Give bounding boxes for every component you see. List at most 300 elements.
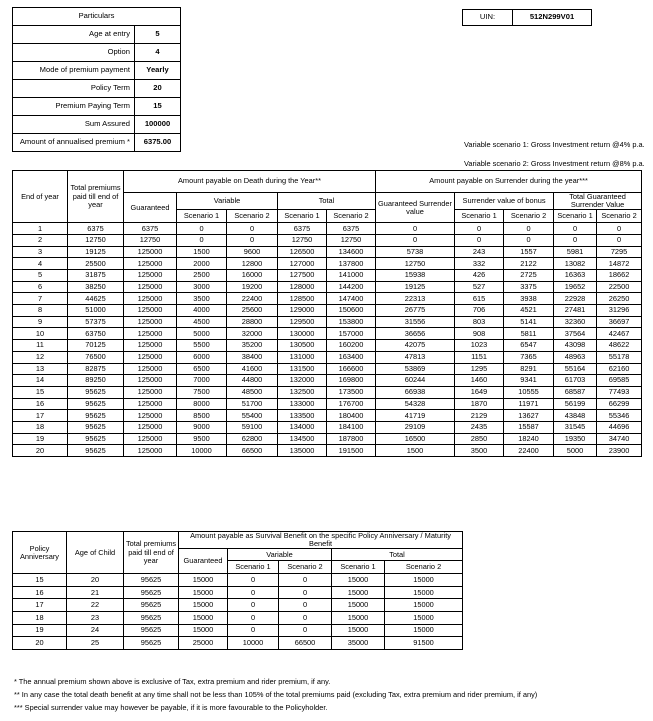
table-cell: 0 xyxy=(504,234,554,246)
table-cell: 55178 xyxy=(597,351,642,363)
table-cell: 0 xyxy=(228,599,279,612)
particulars-value: 5 xyxy=(135,26,181,44)
table-cell: 95625 xyxy=(124,586,179,599)
table-cell: 18662 xyxy=(597,270,642,282)
table-cell: 3500 xyxy=(177,293,227,305)
col-total-premiums: Total premiums paid till end of year xyxy=(124,532,179,574)
table-cell: 332 xyxy=(455,258,504,270)
table-row xyxy=(13,281,642,293)
table-row xyxy=(13,624,463,637)
table-row xyxy=(13,223,642,235)
col-death-variable: Variable xyxy=(177,193,278,210)
table-cell: 6375 xyxy=(124,223,177,235)
particulars-label: Sum Assured xyxy=(13,116,135,134)
table-cell: 0 xyxy=(227,223,278,235)
table-cell: 7295 xyxy=(597,246,642,258)
table-cell: 2850 xyxy=(455,433,504,445)
table-row xyxy=(13,421,642,433)
table-cell: 0 xyxy=(376,223,455,235)
table-cell: 47813 xyxy=(376,351,455,363)
table-cell: 12800 xyxy=(227,258,278,270)
table-cell: 125000 xyxy=(124,258,177,270)
scenario-2-note: Variable scenario 2: Gross Investment return @8% p.a. xyxy=(464,159,645,168)
particulars-value: 6375.00 xyxy=(135,134,181,152)
table-cell: 41719 xyxy=(376,410,455,422)
table-cell: 8000 xyxy=(177,398,227,410)
table-row xyxy=(13,637,463,650)
table-cell: 42467 xyxy=(597,328,642,340)
table-cell: 176700 xyxy=(327,398,376,410)
table-cell: 57375 xyxy=(68,316,124,328)
col-scenario-1: Scenario 1 xyxy=(455,210,504,223)
table-cell: 9000 xyxy=(177,421,227,433)
table-cell: 44800 xyxy=(227,375,278,387)
table-row xyxy=(13,234,642,246)
table-cell: 36656 xyxy=(376,328,455,340)
col-scenario-2: Scenario 2 xyxy=(227,210,278,223)
table-cell: 66299 xyxy=(597,398,642,410)
particulars-row xyxy=(13,44,181,62)
table-cell: 22400 xyxy=(227,293,278,305)
table-cell: 15000 xyxy=(385,599,463,612)
col-policy-anniversary: Policy Anniversary xyxy=(13,532,67,574)
table-row xyxy=(13,375,642,387)
table-cell: 17 xyxy=(13,599,67,612)
table-cell: 131500 xyxy=(278,363,327,375)
table-cell: 51000 xyxy=(68,305,124,317)
table-cell: 134600 xyxy=(327,246,376,258)
col-death-total: Total xyxy=(278,193,376,210)
table-cell: 2000 xyxy=(177,258,227,270)
col-scenario-1: Scenario 1 xyxy=(177,210,227,223)
table-cell: 163400 xyxy=(327,351,376,363)
death-benefit-group: Amount payable on Death during the Year** xyxy=(124,171,376,193)
table-cell: 141000 xyxy=(327,270,376,282)
table-cell: 15000 xyxy=(332,612,385,625)
table-cell: 4500 xyxy=(177,316,227,328)
table-cell: 17 xyxy=(13,410,68,422)
table-cell: 0 xyxy=(279,624,332,637)
table-cell: 35200 xyxy=(227,340,278,352)
table-cell: 2435 xyxy=(455,421,504,433)
table-cell: 66500 xyxy=(227,445,278,457)
table-row xyxy=(13,363,642,375)
col-scenario-2: Scenario 2 xyxy=(597,210,642,223)
table-cell: 127500 xyxy=(278,270,327,282)
table-cell: 125000 xyxy=(124,246,177,258)
table-cell: 8291 xyxy=(504,363,554,375)
table-cell: 125000 xyxy=(124,270,177,282)
table-cell: 32360 xyxy=(554,316,597,328)
table-cell: 132500 xyxy=(278,386,327,398)
table-cell: 89250 xyxy=(68,375,124,387)
table-cell: 10 xyxy=(13,328,68,340)
table-cell: 132000 xyxy=(278,375,327,387)
table-row xyxy=(13,340,642,352)
table-row xyxy=(13,586,463,599)
table-cell: 95625 xyxy=(68,386,124,398)
table-cell: 0 xyxy=(597,234,642,246)
table-cell: 43098 xyxy=(554,340,597,352)
col-age-of-child: Age of Child xyxy=(67,532,124,574)
table-cell: 15000 xyxy=(332,624,385,637)
table-cell: 53869 xyxy=(376,363,455,375)
col-scenario-2: Scenario 2 xyxy=(279,561,332,574)
table-cell: 0 xyxy=(177,223,227,235)
particulars-header: Particulars xyxy=(13,8,181,26)
col-end-of-year: End of year xyxy=(13,171,68,223)
particulars-label: Option xyxy=(13,44,135,62)
particulars-label: Mode of premium payment xyxy=(13,62,135,80)
table-row xyxy=(13,316,642,328)
table-cell: 15 xyxy=(13,574,67,587)
table-cell: 8 xyxy=(13,305,68,317)
table-cell: 38400 xyxy=(227,351,278,363)
table-cell: 125000 xyxy=(124,293,177,305)
table-cell: 6547 xyxy=(504,340,554,352)
table-cell: 1 xyxy=(13,223,68,235)
table-cell: 36697 xyxy=(597,316,642,328)
table-cell: 15587 xyxy=(504,421,554,433)
table-cell: 125000 xyxy=(124,316,177,328)
table-cell: 125000 xyxy=(124,328,177,340)
table-cell: 27481 xyxy=(554,305,597,317)
table-cell: 131000 xyxy=(278,351,327,363)
table-cell: 41600 xyxy=(227,363,278,375)
table-cell: 35000 xyxy=(332,637,385,650)
table-cell: 20 xyxy=(13,445,68,457)
table-row xyxy=(13,398,642,410)
table-cell: 187800 xyxy=(327,433,376,445)
table-cell: 0 xyxy=(504,223,554,235)
table-cell: 150600 xyxy=(327,305,376,317)
table-cell: 0 xyxy=(455,234,504,246)
table-cell: 70125 xyxy=(68,340,124,352)
table-cell: 23 xyxy=(67,612,124,625)
col-surv-total: Total xyxy=(332,549,463,561)
table-cell: 22400 xyxy=(504,445,554,457)
table-cell: 1023 xyxy=(455,340,504,352)
table-cell: 44625 xyxy=(68,293,124,305)
table-cell: 55346 xyxy=(597,410,642,422)
uin-label: UIN: xyxy=(463,10,513,26)
table-cell: 243 xyxy=(455,246,504,258)
table-cell: 3375 xyxy=(504,281,554,293)
table-cell: 125000 xyxy=(124,398,177,410)
table-cell: 4000 xyxy=(177,305,227,317)
table-cell: 706 xyxy=(455,305,504,317)
table-cell: 32000 xyxy=(227,328,278,340)
table-cell: 125000 xyxy=(124,445,177,457)
table-cell: 134500 xyxy=(278,433,327,445)
table-cell: 908 xyxy=(455,328,504,340)
table-cell: 803 xyxy=(455,316,504,328)
particulars-label: Policy Term xyxy=(13,80,135,98)
table-cell: 1870 xyxy=(455,398,504,410)
table-cell: 527 xyxy=(455,281,504,293)
table-cell: 0 xyxy=(177,234,227,246)
uin-box xyxy=(462,9,592,26)
table-cell: 6375 xyxy=(278,223,327,235)
table-cell: 91500 xyxy=(385,637,463,650)
table-cell: 12750 xyxy=(68,234,124,246)
col-guaranteed-sv: Guaranteed Surrender value xyxy=(376,193,455,223)
table-cell: 48622 xyxy=(597,340,642,352)
table-cell: 5738 xyxy=(376,246,455,258)
table-row xyxy=(13,305,642,317)
table-cell: 125000 xyxy=(124,386,177,398)
table-cell: 26250 xyxy=(597,293,642,305)
particulars-value: 15 xyxy=(135,98,181,116)
table-cell: 18 xyxy=(13,612,67,625)
table-cell: 2 xyxy=(13,234,68,246)
table-cell: 129000 xyxy=(278,305,327,317)
table-cell: 62160 xyxy=(597,363,642,375)
table-cell: 2129 xyxy=(455,410,504,422)
footnote-2: ** In any case the total death benefit at any time shall not be less than 105% of the total premiums paid (excluding Tax, extra premium and rider premium, if any) xyxy=(14,690,538,699)
col-bonus-sv: Surrender value of bonus xyxy=(455,193,554,210)
table-cell: 95625 xyxy=(124,637,179,650)
table-cell: 1500 xyxy=(177,246,227,258)
col-total-gsv: Total Guaranteed Surrender Value xyxy=(554,193,642,210)
table-cell: 34740 xyxy=(597,433,642,445)
table-cell: 13082 xyxy=(554,258,597,270)
table-cell: 66938 xyxy=(376,386,455,398)
table-cell: 10555 xyxy=(504,386,554,398)
table-cell: 12750 xyxy=(278,234,327,246)
table-cell: 25000 xyxy=(179,637,228,650)
table-cell: 29109 xyxy=(376,421,455,433)
table-cell: 130000 xyxy=(278,328,327,340)
table-cell: 55164 xyxy=(554,363,597,375)
table-cell: 7000 xyxy=(177,375,227,387)
table-cell: 3938 xyxy=(504,293,554,305)
table-cell: 14 xyxy=(13,375,68,387)
col-scenario-1: Scenario 1 xyxy=(228,561,279,574)
table-cell: 0 xyxy=(228,574,279,587)
table-cell: 21 xyxy=(67,586,124,599)
table-cell: 13 xyxy=(13,363,68,375)
col-surv-guaranteed: Guaranteed xyxy=(179,549,228,574)
table-cell: 7365 xyxy=(504,351,554,363)
table-row xyxy=(13,445,642,457)
table-cell: 19125 xyxy=(68,246,124,258)
table-cell: 173500 xyxy=(327,386,376,398)
table-cell: 61703 xyxy=(554,375,597,387)
table-cell: 0 xyxy=(554,234,597,246)
table-cell: 15000 xyxy=(332,586,385,599)
table-row xyxy=(13,328,642,340)
table-cell: 5141 xyxy=(504,316,554,328)
table-cell: 95625 xyxy=(68,410,124,422)
table-cell: 15000 xyxy=(332,599,385,612)
table-cell: 62800 xyxy=(227,433,278,445)
table-cell: 2500 xyxy=(177,270,227,282)
table-cell: 42075 xyxy=(376,340,455,352)
table-cell: 0 xyxy=(228,586,279,599)
table-cell: 13627 xyxy=(504,410,554,422)
table-cell: 15 xyxy=(13,386,68,398)
table-cell: 31875 xyxy=(68,270,124,282)
table-cell: 12750 xyxy=(124,234,177,246)
table-cell: 25600 xyxy=(227,305,278,317)
table-cell: 54328 xyxy=(376,398,455,410)
table-row xyxy=(13,270,642,282)
table-row xyxy=(13,258,642,270)
col-scenario-2: Scenario 2 xyxy=(327,210,376,223)
table-cell: 2725 xyxy=(504,270,554,282)
table-cell: 127000 xyxy=(278,258,327,270)
table-cell: 1557 xyxy=(504,246,554,258)
table-cell: 18240 xyxy=(504,433,554,445)
particulars-value: 20 xyxy=(135,80,181,98)
table-cell: 0 xyxy=(228,612,279,625)
table-cell: 38250 xyxy=(68,281,124,293)
table-cell: 31556 xyxy=(376,316,455,328)
table-cell: 0 xyxy=(227,234,278,246)
table-cell: 15000 xyxy=(385,612,463,625)
table-cell: 615 xyxy=(455,293,504,305)
table-cell: 0 xyxy=(279,599,332,612)
particulars-row xyxy=(13,62,181,80)
table-cell: 66500 xyxy=(279,637,332,650)
table-cell: 14872 xyxy=(597,258,642,270)
table-cell: 125000 xyxy=(124,375,177,387)
table-cell: 130500 xyxy=(278,340,327,352)
table-cell: 5811 xyxy=(504,328,554,340)
table-cell: 95625 xyxy=(124,612,179,625)
table-cell: 0 xyxy=(554,223,597,235)
table-cell: 0 xyxy=(597,223,642,235)
table-cell: 60244 xyxy=(376,375,455,387)
table-cell: 5500 xyxy=(177,340,227,352)
table-cell: 7500 xyxy=(177,386,227,398)
table-cell: 0 xyxy=(376,234,455,246)
particulars-row xyxy=(13,116,181,134)
col-surv-variable: Variable xyxy=(228,549,332,561)
table-cell: 5 xyxy=(13,270,68,282)
surrender-group: Amount payable on Surrender during the year*** xyxy=(376,171,642,193)
table-cell: 55400 xyxy=(227,410,278,422)
table-cell: 133500 xyxy=(278,410,327,422)
col-total-premiums: Total premiums paid till end of year xyxy=(68,171,124,223)
table-cell: 6500 xyxy=(177,363,227,375)
table-cell: 135000 xyxy=(278,445,327,457)
table-cell: 157000 xyxy=(327,328,376,340)
table-cell: 37564 xyxy=(554,328,597,340)
table-row xyxy=(13,410,642,422)
table-cell: 0 xyxy=(228,624,279,637)
table-cell: 5000 xyxy=(554,445,597,457)
table-cell: 125000 xyxy=(124,305,177,317)
table-cell: 19 xyxy=(13,624,67,637)
col-scenario-1: Scenario 1 xyxy=(554,210,597,223)
survival-benefit-group: Amount payable as Survival Benefit on the specific Policy Anniversary / Maturity Benefit xyxy=(179,532,463,549)
table-cell: 125000 xyxy=(124,433,177,445)
table-cell: 26775 xyxy=(376,305,455,317)
table-cell: 9 xyxy=(13,316,68,328)
particulars-label: Age at entry xyxy=(13,26,135,44)
table-cell: 15000 xyxy=(385,586,463,599)
footnote-1: * The annual premium shown above is exclusive of Tax, extra premium and rider premium, if any. xyxy=(14,677,331,686)
table-cell: 56199 xyxy=(554,398,597,410)
table-cell: 28800 xyxy=(227,316,278,328)
table-cell: 9341 xyxy=(504,375,554,387)
table-cell: 16 xyxy=(13,586,67,599)
table-cell: 44696 xyxy=(597,421,642,433)
table-cell: 125000 xyxy=(124,421,177,433)
table-cell: 95625 xyxy=(124,574,179,587)
table-cell: 9500 xyxy=(177,433,227,445)
table-cell: 180400 xyxy=(327,410,376,422)
table-cell: 19125 xyxy=(376,281,455,293)
table-cell: 22928 xyxy=(554,293,597,305)
scenario-1-note: Variable scenario 1: Gross Investment return @4% p.a. xyxy=(464,140,645,149)
table-cell: 125000 xyxy=(124,351,177,363)
table-cell: 19 xyxy=(13,433,68,445)
table-cell: 22313 xyxy=(376,293,455,305)
table-cell: 10000 xyxy=(177,445,227,457)
table-cell: 3 xyxy=(13,246,68,258)
table-cell: 0 xyxy=(455,223,504,235)
table-cell: 95625 xyxy=(68,421,124,433)
table-cell: 22 xyxy=(67,599,124,612)
table-cell: 51700 xyxy=(227,398,278,410)
table-cell: 3000 xyxy=(177,281,227,293)
table-cell: 15000 xyxy=(179,574,228,587)
table-cell: 15000 xyxy=(179,599,228,612)
table-cell: 95625 xyxy=(124,624,179,637)
table-cell: 12750 xyxy=(376,258,455,270)
table-cell: 160200 xyxy=(327,340,376,352)
table-cell: 12750 xyxy=(327,234,376,246)
table-cell: 15000 xyxy=(332,574,385,587)
table-cell: 4521 xyxy=(504,305,554,317)
table-row xyxy=(13,612,463,625)
table-cell: 31296 xyxy=(597,305,642,317)
table-cell: 16 xyxy=(13,398,68,410)
particulars-row xyxy=(13,134,181,152)
table-cell: 4 xyxy=(13,258,68,270)
table-cell: 6375 xyxy=(68,223,124,235)
benefit-illustration-table xyxy=(12,170,642,457)
table-cell: 95625 xyxy=(68,445,124,457)
table-cell: 426 xyxy=(455,270,504,282)
table-cell: 15000 xyxy=(179,612,228,625)
table-cell: 20 xyxy=(13,637,67,650)
table-cell: 125000 xyxy=(124,363,177,375)
table-cell: 1500 xyxy=(376,445,455,457)
table-cell: 16500 xyxy=(376,433,455,445)
table-cell: 133000 xyxy=(278,398,327,410)
table-cell: 128000 xyxy=(278,281,327,293)
table-cell: 11971 xyxy=(504,398,554,410)
table-cell: 137800 xyxy=(327,258,376,270)
col-scenario-1: Scenario 1 xyxy=(278,210,327,223)
table-cell: 15000 xyxy=(385,574,463,587)
table-cell: 19200 xyxy=(227,281,278,293)
table-row xyxy=(13,599,463,612)
table-cell: 48963 xyxy=(554,351,597,363)
particulars-value: 100000 xyxy=(135,116,181,134)
table-cell: 15000 xyxy=(385,624,463,637)
table-cell: 20 xyxy=(67,574,124,587)
table-cell: 6000 xyxy=(177,351,227,363)
table-cell: 31545 xyxy=(554,421,597,433)
table-cell: 25 xyxy=(67,637,124,650)
table-cell: 5981 xyxy=(554,246,597,258)
table-cell: 147400 xyxy=(327,293,376,305)
